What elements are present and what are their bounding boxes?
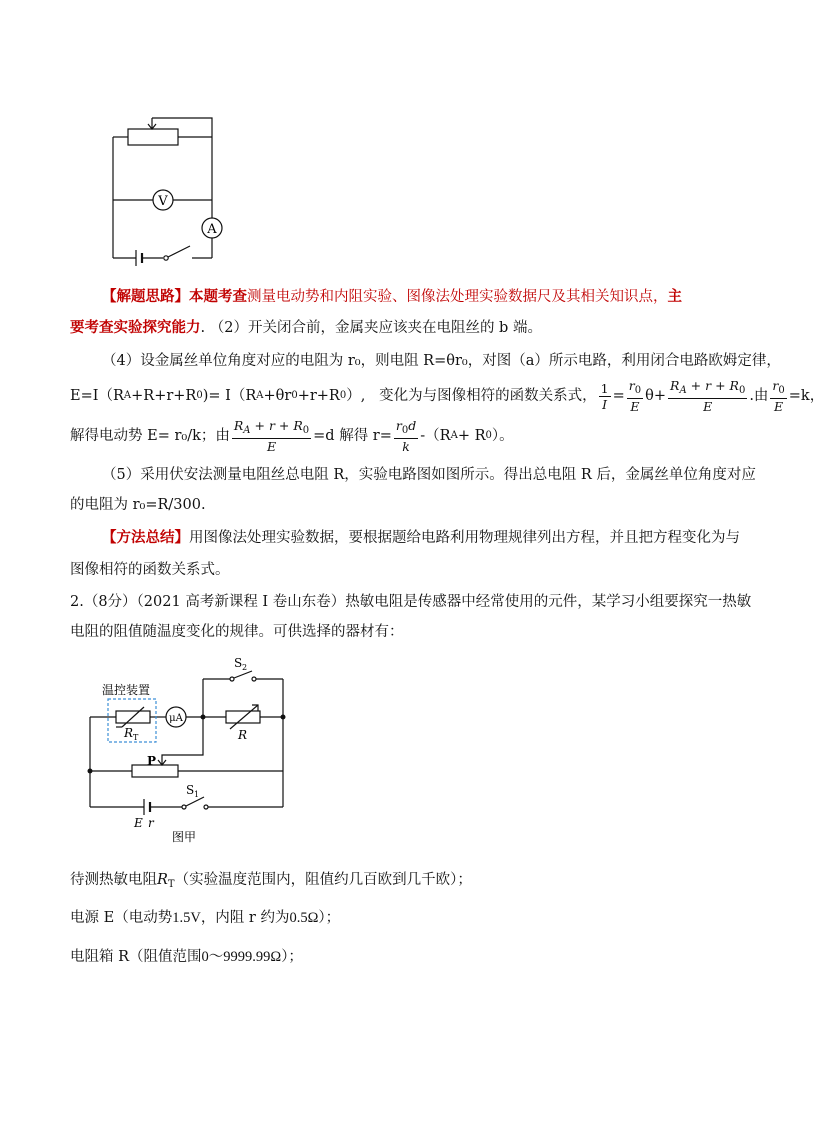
fraction-r0d-over-k: $\frac{r_0d}{k}$	[395, 418, 417, 454]
fraction-r0-over-e: $\frac{r_0}{E}$	[628, 378, 642, 414]
figure-caption: 图甲	[172, 830, 197, 844]
method-line-2: 图像相符的函数关系式。	[70, 562, 230, 578]
svg-text:1: 1	[194, 790, 200, 799]
svg-text:A: A	[207, 222, 217, 237]
question-line-2: 电阻的阻值随温度变化的规律。可供选择的器材有：	[70, 624, 404, 640]
p-label: P	[147, 754, 157, 768]
analysis-p4-line-3: 解得电动势 E= r₀/k；由 $\frac{R_A + r + R_0}{E}$ =d 解得 r= $\frac{r_0d}{k}$ -（R A + R 0 ）。	[70, 418, 514, 454]
resistance-box	[226, 711, 260, 723]
equipment-item-thermistor: 待测热敏电阻$R_T$（实验温度范围内，阻值约几百欧到几千欧）；	[70, 872, 472, 890]
question-line-1: 2.（8分）（2021 高考新课程 I 卷山东卷）热敏电阻是传感器中经常使用的元件，某学习小组要探究一热敏	[70, 594, 752, 610]
equipment-item-power-source: 电源 E（电动势1.5V，内阻 r 约为0.5Ω）；	[70, 910, 341, 926]
analysis-tag: 【解题思路】	[102, 288, 189, 305]
analysis-line-2: 要考查实验探究能力. （2）开关闭合前，金属夹应该夹在电阻丝的 b 端。	[70, 319, 542, 336]
analysis-line-1: 【解题思路】本题考查测量电动势和内阻实验、图像法处理实验数据尺及其相关知识点，主	[102, 288, 682, 305]
s2-label: S	[234, 656, 243, 670]
analysis-p4-line-1: （4）设金属丝单位角度对应的电阻为 r₀，则电阻 R=θr₀，对图（a）所示电路，利用闭合电路欧姆定律，	[102, 353, 781, 369]
thermistor-circuit-diagram	[80, 655, 300, 845]
rt-label: R	[124, 726, 134, 740]
fraction-sum-over-e-3: $\frac{R_A + r + R_0}{E}$	[233, 418, 310, 454]
fraction-sum-over-e: $\frac{R_A + r + R_0}{E}$	[670, 378, 746, 414]
microammeter-symbol	[166, 707, 186, 727]
e-label: E	[134, 816, 143, 830]
temp-control-label: 温控装置	[102, 683, 151, 697]
analysis-p4-equation-line: E=I（R A +R+r+R 0 )= I（R A +θr 0 +r+R 0 ）, 变化为与图像相符的函数关系式， $\frac{1}{I}$ = $\frac{r_0}{E}$ θ+ $\frac{R_A + r + R_0}{E}$ .由 $\frac{r_0}{E}$ =k，	[70, 378, 824, 414]
equipment-item-resistance-box: 电阻箱 R（阻值范围0～9999.99Ω）；	[70, 949, 303, 965]
svg-text:V: V	[158, 194, 168, 209]
fraction-r0-over-e-2: $\frac{r_0}{E}$	[772, 378, 785, 414]
method-tag: 【方法总结】	[102, 529, 189, 546]
analysis-p5-line-1: （5）采用伏安法测量电阻丝总电阻 R，实验电路图如图所示。得出总电阻 R 后，金属丝单位角度对应	[102, 467, 756, 483]
r-label: R	[238, 728, 248, 742]
analysis-p5-line-2: 的电阻为 r₀=R/300.	[70, 497, 206, 513]
ammeter-symbol	[202, 218, 222, 238]
internal-r-label: r	[148, 816, 154, 830]
top-circuit-diagram	[100, 100, 240, 265]
svg-text:μA: μA	[169, 713, 183, 724]
svg-text:T: T	[133, 733, 139, 742]
method-line-1: 【方法总结】用图像法处理实验数据，要根据题给电路利用物理规律列出方程，并且把方程变化为与	[102, 529, 740, 546]
voltmeter-symbol	[153, 190, 173, 210]
fraction-1-over-i: $\frac{1}{I}$	[600, 380, 609, 412]
s1-label: S	[186, 783, 195, 797]
rheostat	[128, 129, 178, 145]
svg-text:2: 2	[242, 663, 248, 672]
